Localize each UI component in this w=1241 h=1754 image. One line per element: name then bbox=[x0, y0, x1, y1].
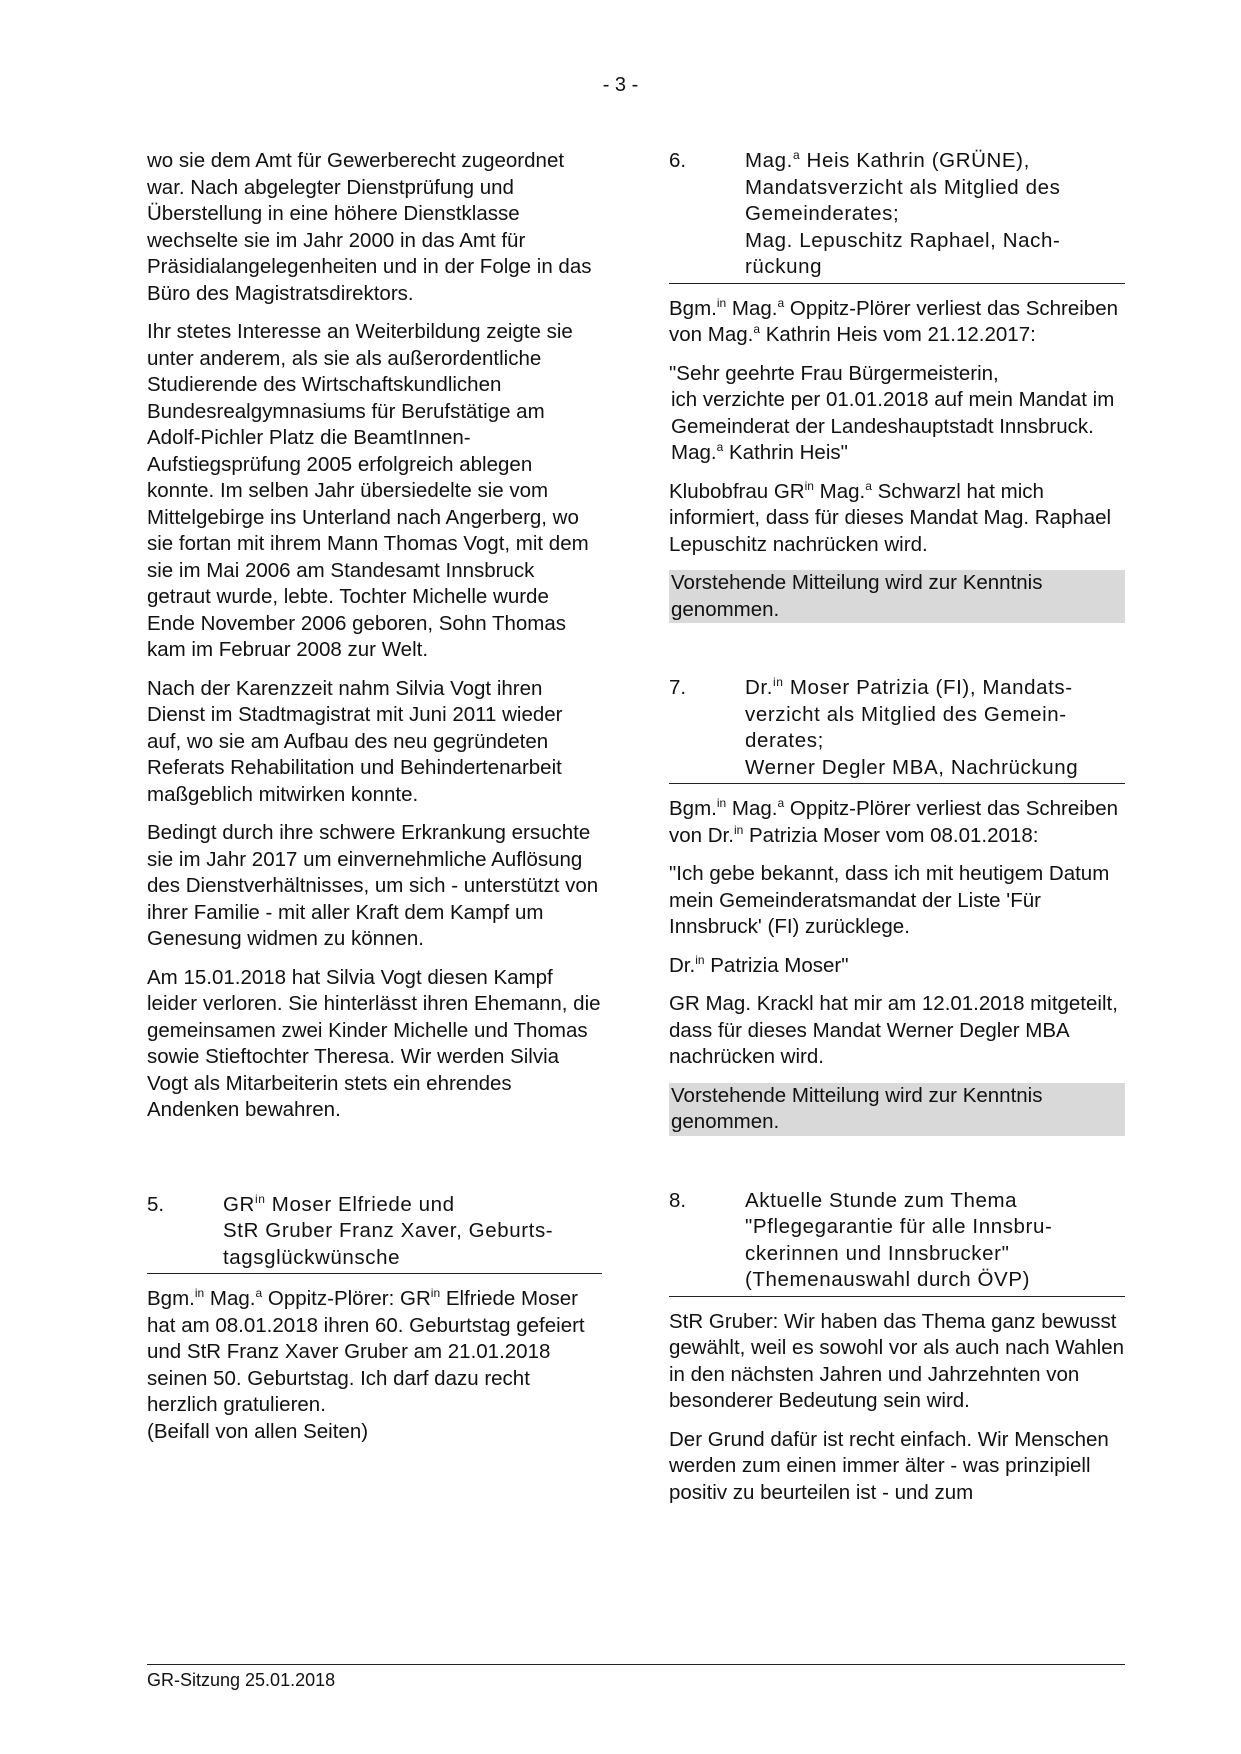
quoted-letter: "Sehr geehrte Frau Bürgermeisterin, ich verzichte per 01.01.2018 auf mein Mandat im Gemeinderat der Landeshauptstadt Innsbruck. Mag.$^a$ Kathrin Heis" bbox=[669, 361, 1115, 464]
agenda-item-7-heading bbox=[669, 675, 1125, 784]
quoted-letter: "Ich gebe bekannt, dass ich mit heutigem Datum mein Gemeinderatsmandat der Liste 'Für Innsbruck' (FI) zurücklege. bbox=[669, 862, 1110, 938]
agenda-item-number: 6. bbox=[669, 149, 687, 172]
paragraph: Bgm.$^{in}$ Mag.$^a$ Oppitz-Plörer verliest das Schreiben von Dr.$^{in}$ Patrizia Moser vom 08.01.2018: bbox=[669, 796, 1119, 847]
paragraph: GR Mag. Krackl hat mir am 12.01.2018 mitgeteilt, dass für dieses Mandat Werner Degler MBA nachrücken wird. bbox=[669, 992, 1118, 1068]
signature-line: Dr.$^{in}$ Patrizia Moser" bbox=[669, 952, 849, 977]
applause-note: (Beifall von allen Seiten) bbox=[147, 1419, 369, 1443]
paragraph: wo sie dem Amt für Gewerberecht zugeordnet war. Nach abgelegter Dienstprüfung und Überstellung in eine höhere Dienstklasse wechselte sie im Jahr 2000 in das Amt für Präsidialangelegenheiten und in der Folge in das Büro des Magistratsdirektors. bbox=[147, 149, 592, 305]
decision-box: Vorstehende Mitteilung wird zur Kenntnis genommen. bbox=[669, 570, 1125, 623]
right-column bbox=[669, 148, 1125, 1518]
agenda-item-title: $GR^{in}$ Moser Elfriede und StR Gruber Franz Xaver, Geburts- tagsglückwünsche bbox=[223, 1191, 554, 1269]
agenda-item-title: Aktuelle Stunde zum Thema "Pflegegarantie für alle Innsbru- ckerinnen und Innsbrucker" (Themenauswahl durch ÖVP) bbox=[745, 1188, 1053, 1291]
agenda-item-6-heading bbox=[669, 148, 1125, 284]
agenda-item-5-heading bbox=[147, 1192, 602, 1275]
paragraph: Bgm.$^{in}$ Mag.$^a$ Oppitz-Plörer: $GR^{in}$ Elfriede Moser hat am 08.01.2018 ihren 60. Geburtstag gefeiert und StR Franz Xaver Gruber am 21.01.2018 seinen 50. Geburtstag. Ich darf dazu recht herzlich gratulieren. bbox=[147, 1286, 585, 1416]
agenda-item-number: 7. bbox=[669, 676, 687, 699]
footer-text: GR-Sitzung 25.01.2018 bbox=[147, 1670, 336, 1690]
agenda-item-title: Dr.$^{in}$ Moser Patrizia (FI), Mandats- verzicht als Mitglied des Gemein- derates; Werner Degler MBA, Nachrückung bbox=[745, 675, 1079, 779]
paragraph: Ihr stetes Interesse an Weiterbildung zeigte sie unter anderem, als sie als außerordentliche Studierende des Wirtschaftskundlichen Bundesrealgymnasiums für Berufstätige am Adolf-Pichler Platz die BeamtInnen-Aufstiegsprüfung 2005 erfolgreich ablegen konnte. Im selben Jahr übersiedelte sie vom Mittelgebirge ins Unterland nach Angerberg, wo sie fortan mit ihrem Mann Thomas Vogt, mit dem sie im Mai 2006 am Standesamt Innsbruck getraut wurde, lebte. Tochter Michelle wurde Ende November 2006 geboren, Sohn Thomas kam im Februar 2008 zur Welt. bbox=[147, 320, 589, 661]
agenda-item-number: 5. bbox=[147, 1192, 165, 1216]
agenda-item-8-heading bbox=[669, 1188, 1125, 1297]
agenda-item-title: Mag.$^a$ Heis Kathrin (GRÜNE), Mandatsverzicht als Mitglied des Gemeinderates; Mag. Lepuschitz Raphael, Nach- rückung bbox=[745, 148, 1061, 278]
paragraph: Nach der Karenzzeit nahm Silvia Vogt ihren Dienst im Stadtmagistrat mit Juni 2011 wieder auf, wo sie am Aufbau des neu gegründeten Referats Rehabilitation und Behindertenarbeit maßgeblich mitwirken konnte. bbox=[147, 676, 563, 806]
left-column bbox=[147, 148, 602, 1457]
page-number: - 3 - bbox=[602, 74, 639, 96]
paragraph: Am 15.01.2018 hat Silvia Vogt diesen Kampf leider verloren. Sie hinterlässt ihren Ehemann, die gemeinsamen zwei Kinder Michelle und Thomas sowie Stieftochter Theresa. Wir werden Silvia Vogt als Mitarbeiterin stets ein ehrendes Andenken bewahren. bbox=[147, 965, 601, 1121]
agenda-item-number: 8. bbox=[669, 1188, 687, 1212]
footer-divider bbox=[147, 1664, 1125, 1665]
decision-box: Vorstehende Mitteilung wird zur Kenntnis genommen. bbox=[669, 1083, 1125, 1136]
paragraph: Der Grund dafür ist recht einfach. Wir Menschen werden zum einen immer älter - was prinzipiell positiv zu beurteilen ist - und zum bbox=[669, 1427, 1109, 1504]
paragraph: Bedingt durch ihre schwere Erkrankung ersuchte sie im Jahr 2017 um einvernehmliche Auflösung des Dienstverhältnisses, um sich - unterstützt von ihrer Familie - mit aller Kraft dem Kampf um Genesung widmen zu können. bbox=[147, 821, 599, 950]
paragraph: Klubobfrau $GR^{in}$ Mag.$^a$ Schwarzl hat mich informiert, dass für dieses Mandat Mag. Raphael Lepuschitz nachrücken wird. bbox=[669, 478, 1112, 556]
paragraph: Bgm.$^{in}$ Mag.$^a$ Oppitz-Plörer verliest das Schreiben von Mag.$^a$ Kathrin Heis vom 21.12.2017: bbox=[669, 295, 1119, 346]
paragraph: StR Gruber: Wir haben das Thema ganz bewusst gewählt, weil es sowohl vor als auch nach Wahlen in den nächsten Jahren und Jahrzehnten von besonderer Bedeutung sein wird. bbox=[669, 1309, 1125, 1412]
